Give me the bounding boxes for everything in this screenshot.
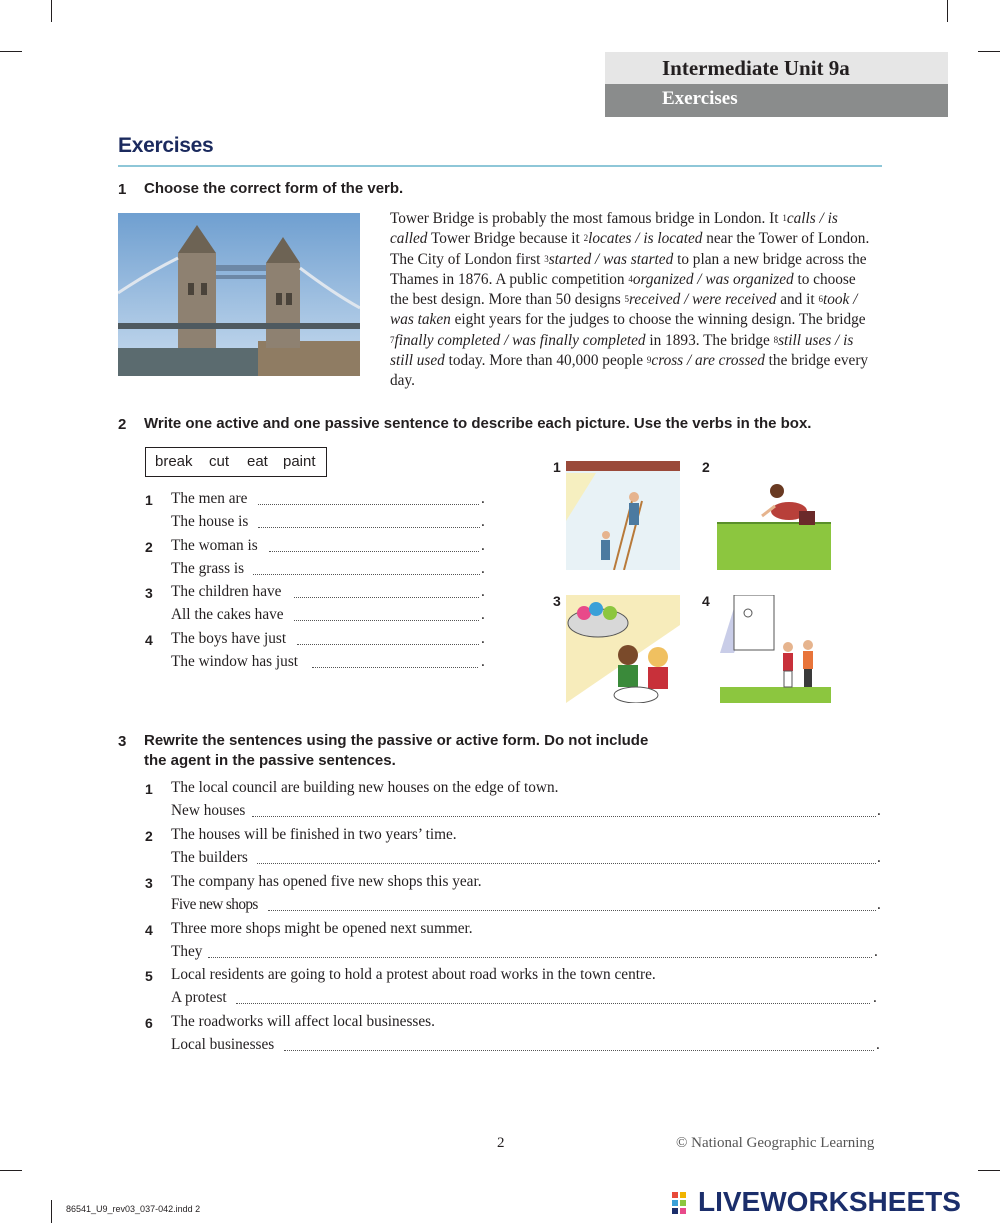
q3-stem: Local businesses bbox=[171, 1036, 275, 1053]
children-eating-cakes-illustration bbox=[566, 595, 680, 703]
copyright: © National Geographic Learning bbox=[676, 1135, 875, 1151]
period: . bbox=[873, 989, 877, 1006]
gap-number: 1 bbox=[782, 213, 787, 223]
verb-word: cut bbox=[209, 453, 230, 470]
period: . bbox=[874, 943, 878, 960]
verb-word: eat bbox=[247, 453, 268, 470]
q3-instruction-line2: the agent in the passive sentences. bbox=[144, 752, 396, 769]
period: . bbox=[481, 537, 485, 554]
period: . bbox=[877, 849, 881, 866]
q2-item-number: 1 bbox=[145, 492, 153, 508]
gap-number: 7 bbox=[390, 334, 395, 345]
q3-stem: They bbox=[171, 943, 203, 960]
verb-options[interactable]: cross / are crossed bbox=[651, 352, 765, 370]
q2-stem: The boys have just bbox=[171, 630, 287, 647]
picture-label: 4 bbox=[702, 593, 710, 609]
q2-stem: The house is bbox=[171, 513, 249, 530]
q2-instruction: Write one active and one passive sentence to describe each picture. Use the verbs in the box. bbox=[144, 415, 812, 432]
gap-number: 8 bbox=[773, 334, 779, 345]
verb-word: paint bbox=[283, 453, 316, 470]
unit-title: Intermediate Unit 9a bbox=[662, 56, 850, 80]
period: . bbox=[481, 560, 485, 577]
verb-options[interactable]: took / was taken bbox=[390, 291, 858, 329]
answer-line[interactable] bbox=[294, 620, 479, 621]
answer-line[interactable] bbox=[257, 863, 876, 864]
q3-sentence: The roadworks will affect local businesses. bbox=[171, 1013, 435, 1030]
liveworksheets-brand[interactable]: LIVEWORKSHEETS bbox=[698, 1186, 961, 1217]
q2-stem: The children have bbox=[171, 583, 282, 600]
answer-line[interactable] bbox=[297, 644, 479, 645]
q3-sentence: The local council are building new houses on the edge of town. bbox=[171, 779, 559, 796]
page-number: 2 bbox=[497, 1135, 505, 1151]
gap-number: 4 bbox=[628, 273, 633, 284]
answer-line[interactable] bbox=[258, 527, 480, 528]
title-rule bbox=[118, 165, 882, 167]
q3-sentence: Local residents are going to hold a protest about road works in the town centre. bbox=[171, 966, 656, 983]
q2-item-number: 4 bbox=[145, 632, 153, 648]
gap-number: 2 bbox=[583, 233, 589, 244]
answer-line[interactable] bbox=[294, 597, 479, 598]
verb-box bbox=[145, 447, 327, 477]
period: . bbox=[481, 630, 485, 647]
q3-stem: Five new shops bbox=[171, 896, 258, 913]
answer-line[interactable] bbox=[312, 667, 478, 668]
q3-sentence: The houses will be finished in two years’ time. bbox=[171, 826, 457, 843]
crop-mark bbox=[978, 51, 1000, 52]
answer-line[interactable] bbox=[252, 816, 876, 817]
period: . bbox=[481, 606, 485, 623]
q2-item-number: 2 bbox=[145, 539, 153, 555]
gap-number: 3 bbox=[544, 253, 549, 264]
crop-mark bbox=[0, 51, 22, 52]
q3-stem: The builders bbox=[171, 849, 248, 866]
q2-stem: The men are bbox=[171, 490, 248, 507]
q2-number: 2 bbox=[118, 416, 127, 433]
period: . bbox=[876, 1036, 880, 1053]
q1-text: in 1893. The bridge bbox=[645, 331, 774, 349]
unit-header bbox=[605, 52, 948, 84]
verb-word: break bbox=[155, 453, 193, 470]
verb-options[interactable]: received / were received bbox=[629, 291, 777, 309]
q1-text: today. More than 40,000 people bbox=[444, 352, 647, 370]
q2-stem: The grass is bbox=[171, 560, 245, 577]
page-title: Exercises bbox=[118, 134, 214, 157]
q3-stem: A protest bbox=[171, 989, 227, 1006]
q2-stem: The window has just bbox=[171, 653, 299, 670]
period: . bbox=[481, 513, 485, 530]
period: . bbox=[877, 802, 881, 819]
verb-options[interactable]: started / was started bbox=[548, 250, 674, 268]
period: . bbox=[481, 653, 485, 670]
answer-line[interactable] bbox=[253, 574, 480, 575]
crop-mark bbox=[51, 1200, 52, 1223]
verb-options[interactable]: still uses / is still used bbox=[390, 331, 854, 370]
picture-label: 3 bbox=[553, 593, 561, 609]
file-info: 86541_U9_rev03_037-042.indd 2 bbox=[66, 1204, 201, 1214]
answer-line[interactable] bbox=[208, 957, 872, 958]
q1-text: to choose the best design. More than 50 designs bbox=[390, 270, 856, 309]
answer-line[interactable] bbox=[258, 504, 479, 505]
q3-item-number: 4 bbox=[145, 922, 153, 938]
gap-number: 6 bbox=[818, 294, 823, 305]
q1-text: eight years for the judges to choose the winning design. The bridge bbox=[450, 311, 866, 329]
q1-text: to plan a new bridge across the Thames in 1876. A public competition bbox=[390, 250, 867, 288]
q1-paragraph bbox=[390, 209, 872, 392]
verb-options[interactable]: calls / is called bbox=[390, 210, 838, 248]
verb-options[interactable]: locates / is located bbox=[588, 230, 703, 248]
q1-text: near the Tower of London. The City of London first bbox=[390, 230, 870, 268]
answer-line[interactable] bbox=[269, 551, 479, 552]
verb-options[interactable]: finally completed / was finally completed bbox=[394, 331, 646, 349]
crop-mark bbox=[0, 1170, 22, 1171]
q1-text: the bridge every day. bbox=[390, 352, 869, 390]
q1-number: 1 bbox=[118, 181, 127, 198]
q3-instruction-line1: Rewrite the sentences using the passive or active form. Do not include bbox=[144, 732, 649, 749]
q1-text: Tower Bridge because it bbox=[427, 230, 584, 248]
q3-sentence: The company has opened five new shops this year. bbox=[171, 873, 482, 890]
crop-mark bbox=[978, 1170, 1000, 1171]
gap-number: 9 bbox=[646, 355, 652, 366]
answer-line[interactable] bbox=[284, 1050, 874, 1051]
liveworksheets-logo-icon bbox=[672, 1192, 694, 1214]
q1-instruction: Choose the correct form of the verb. bbox=[144, 180, 404, 197]
section-header bbox=[605, 84, 948, 117]
q3-item-number: 2 bbox=[145, 828, 153, 844]
q3-item-number: 1 bbox=[145, 781, 153, 797]
section-title: Exercises bbox=[662, 88, 738, 109]
crop-mark bbox=[51, 0, 52, 22]
q3-stem: New houses bbox=[171, 802, 246, 819]
boys-broken-window-illustration bbox=[720, 595, 831, 703]
q3-number: 3 bbox=[118, 733, 127, 750]
tower-bridge-photo bbox=[118, 213, 360, 376]
q3-sentence: Three more shops might be opened next summer. bbox=[171, 920, 473, 937]
q3-item-number: 3 bbox=[145, 875, 153, 891]
q2-stem: The woman is bbox=[171, 537, 258, 554]
q2-stem: All the cakes have bbox=[171, 606, 284, 623]
answer-line[interactable] bbox=[268, 910, 876, 911]
period: . bbox=[481, 490, 485, 507]
crop-mark bbox=[947, 0, 948, 22]
answer-line[interactable] bbox=[236, 1003, 870, 1004]
picture-label: 1 bbox=[553, 459, 561, 475]
period: . bbox=[877, 896, 881, 913]
picture-label: 2 bbox=[702, 459, 710, 475]
q2-item-number: 3 bbox=[145, 585, 153, 601]
period: . bbox=[481, 583, 485, 600]
q3-item-number: 5 bbox=[145, 968, 153, 984]
q1-text: and it bbox=[776, 291, 819, 309]
painters-illustration bbox=[566, 461, 680, 570]
gap-number: 5 bbox=[624, 294, 630, 305]
woman-cutting-grass-illustration bbox=[717, 461, 831, 570]
q1-text: Tower Bridge is probably the most famous bridge in London. It bbox=[390, 210, 783, 227]
verb-options[interactable]: organized / was organized bbox=[632, 270, 794, 288]
q3-item-number: 6 bbox=[145, 1015, 153, 1031]
